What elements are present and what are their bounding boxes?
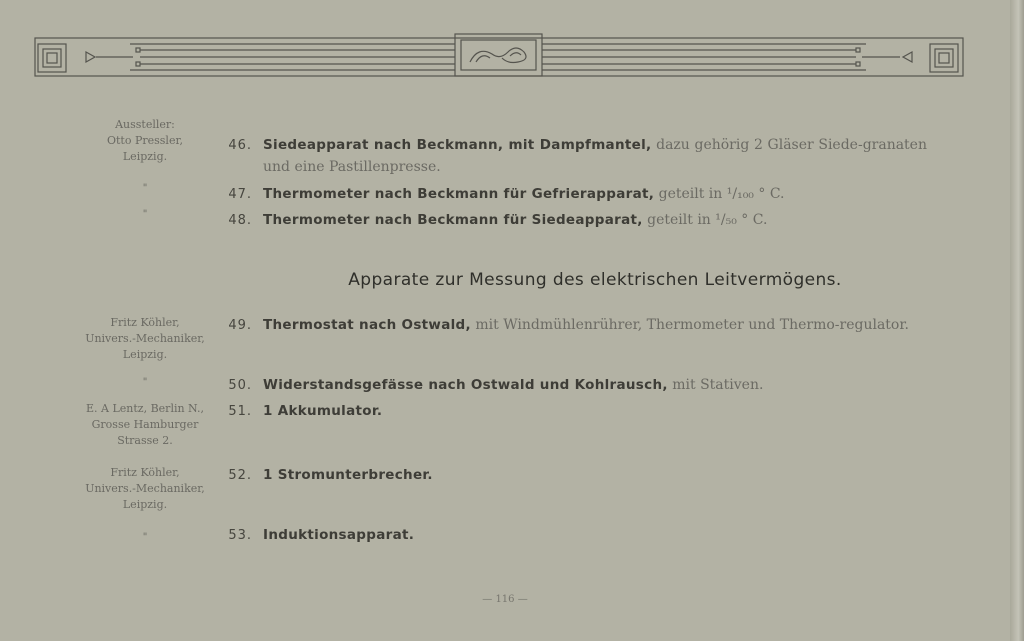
ditto-mark: " (142, 377, 148, 388)
exhibitor-lentz (60, 401, 230, 449)
exhibitor-line: Grosse Hamburger (91, 418, 199, 431)
entry-51 (263, 400, 927, 422)
entry-description: mit Stativen. (667, 377, 764, 393)
entry-number: 52. (228, 468, 252, 483)
entry-48 (263, 209, 927, 231)
entry-title: 1 Stromunterbrecher. (263, 467, 433, 483)
entry-title: Induktionsapparat. (263, 527, 415, 543)
entry-number: 47. (228, 187, 252, 202)
exhibitor-ditto (60, 181, 230, 197)
entry-53 (263, 524, 927, 546)
entry-46 (263, 134, 927, 178)
exhibitor-line: Leipzig. (122, 348, 168, 361)
exhibitor-line: Fritz Köhler, (110, 466, 180, 479)
ditto-mark: " (142, 209, 148, 220)
exhibitor-line: Fritz Köhler, (110, 316, 180, 329)
exhibitor-pressler (60, 117, 230, 165)
entry-number: 48. (228, 213, 252, 228)
exhibitor-line: Leipzig. (122, 150, 168, 163)
entry-title: Thermometer nach Beckmann für Gefrierapparat, (263, 186, 655, 202)
entry-number: 49. (228, 318, 252, 333)
entry-title: 1 Akkumulator. (263, 403, 383, 419)
ditto-mark: " (142, 183, 148, 194)
exhibitor-line: Univers.-Mechaniker, (85, 482, 205, 495)
exhibitor-koehler-2 (60, 465, 230, 513)
entry-description: mit Windmühlenrührer, Thermometer und Thermo-regulator. (470, 317, 909, 333)
entry-52 (263, 464, 927, 486)
entry-number: 46. (228, 138, 252, 153)
entry-number: 51. (228, 404, 252, 419)
entry-number: 50. (228, 378, 252, 393)
exhibitor-ditto (60, 207, 230, 223)
page-edge (1010, 0, 1024, 641)
entry-50 (263, 374, 927, 396)
entry-47 (263, 183, 927, 205)
entry-title: Siedeapparat nach Beckmann, mit Dampfmantel, (263, 137, 652, 153)
exhibitor-line: Univers.-Mechaniker, (85, 332, 205, 345)
entry-49 (263, 314, 927, 336)
exhibitor-ditto (60, 375, 230, 391)
exhibitor-line: E. A Lentz, Berlin N., (86, 402, 204, 415)
section-heading: Apparate zur Messung des elektrischen Leitvermögens. (348, 270, 842, 290)
exhibitor-ditto (60, 530, 230, 546)
entry-title: Thermometer nach Beckmann für Siedeapparat, (263, 212, 643, 228)
exhibitor-koehler (60, 315, 230, 363)
ditto-mark: " (142, 532, 148, 543)
entry-title: Widerstandsgefässe nach Ostwald und Kohlrausch, (263, 377, 668, 393)
exhibitor-line: Strasse 2. (117, 434, 173, 447)
entry-number: 53. (228, 528, 252, 543)
exhibitor-line: Aussteller: (115, 118, 175, 131)
entry-description: dazu gehörig 2 Gläser Siede-granaten und eine Pastillenpresse. (263, 137, 927, 175)
exhibitor-line: Leipzig. (122, 498, 168, 511)
entry-title: Thermostat nach Ostwald, (263, 317, 471, 333)
exhibitor-line: Otto Pressler, (106, 134, 183, 147)
ornamental-header-border (0, 0, 1010, 90)
page-number: — 116 — (482, 594, 528, 605)
entry-description: geteilt in ¹/₁₀₀ ° C. (654, 186, 785, 202)
entry-description: geteilt in ¹/₅₀ ° C. (642, 212, 768, 228)
